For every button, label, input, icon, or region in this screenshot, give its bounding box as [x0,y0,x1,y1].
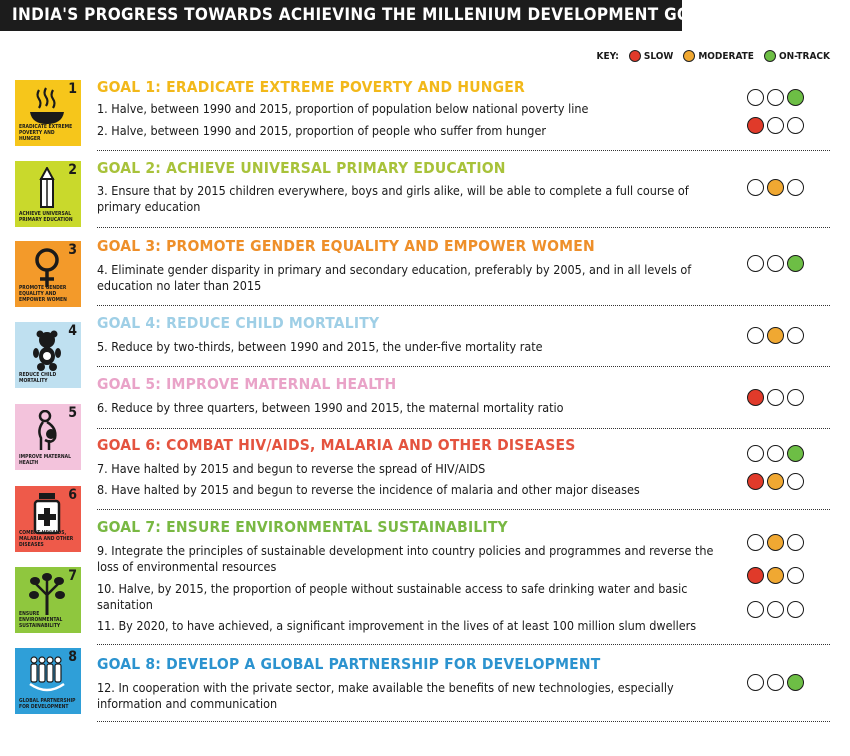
teddy-bear-icon [29,328,65,372]
status-circle [787,567,804,584]
divider [97,366,830,367]
goal-7-heading: GOAL 7: ENSURE ENVIRONMENTAL SUSTAINABILITY [97,518,508,536]
target-8-status [747,473,804,490]
status-circle [767,179,784,196]
status-circle [747,674,764,691]
target-3-status [747,179,804,196]
status-circle [747,534,764,551]
goal-6-number: 6 [68,487,77,503]
goal-7-tile [15,567,81,633]
target-11-status [747,601,804,618]
key-ontrack-label: ON-TRACK [778,50,830,62]
status-circle [747,601,764,618]
status-circle [747,327,764,344]
key-slow-label: SLOW [643,50,674,62]
target-5: 5. Reduce by two-thirds, between 1990 and 2015, the under-five mortality rate [97,339,543,354]
status-circle [747,473,764,490]
title-bar [0,0,724,31]
target-1: 1. Halve, between 1990 and 2015, proportion of population below national poverty line [97,101,589,116]
status-circle [747,255,764,272]
goal-5-heading: GOAL 5: IMPROVE MATERNAL HEALTH [97,375,397,393]
status-circle [787,674,804,691]
status-circle [767,601,784,618]
page-title: INDIA'S PROGRESS TOWARDS ACHIEVING THE MILLENIUM DEVELOPMENT GOALS [12,5,724,25]
goal-8-caption: GLOBAL PARTNERSHIP FOR DEVELOPMENT [19,698,76,710]
target-7-status [747,445,804,462]
target-6: 6. Reduce by three quarters, between 1990 and 2015, the maternal mortality ratio [97,400,564,415]
status-circle [747,117,764,134]
goal-3-number: 3 [68,242,77,258]
goal-8-number: 8 [68,649,77,665]
target-10: 10. Halve, by 2015, the proportion of people without sustainable access to safe drinking water and basic sanitation [97,581,688,612]
status-circle [787,179,804,196]
status-circle [767,674,784,691]
status-circle [787,89,804,106]
goal-8-heading: GOAL 8: DEVELOP A GLOBAL PARTNERSHIP FOR DEVELOPMENT [97,655,601,673]
target-5-status [747,327,804,344]
status-circle [767,389,784,406]
target-7: 7. Have halted by 2015 and begun to reverse the spread of HIV/AIDS [97,461,486,476]
target-1-status [747,89,804,106]
goal-7-caption: ENSURE ENVIRONMENTAL SUSTAINABILITY [19,611,63,629]
status-circle [767,534,784,551]
goal-4-number: 4 [68,323,77,339]
pencil-icon [29,167,65,211]
status-circle [767,567,784,584]
divider [97,227,830,228]
divider [97,150,830,151]
goal-4-heading: GOAL 4: REDUCE CHILD MORTALITY [97,314,380,332]
target-2-status [747,117,804,134]
goal-8-tile [15,648,81,714]
goal-2-number: 2 [68,162,77,178]
goal-3-heading: GOAL 3: PROMOTE GENDER EQUALITY AND EMPOWER WOMEN [97,237,595,255]
goal-6-caption: COMBAT HIV/AIDS, MALARIA AND OTHER DISEASES [19,530,74,548]
status-circle [767,255,784,272]
status-circle [787,117,804,134]
key-moderate-label: MODERATE [698,50,754,62]
goal-1-caption: ERADICATE EXTREME POVERTY AND HUNGER [19,124,73,142]
key-label: KEY: [596,50,619,62]
goal-1-heading: GOAL 1: ERADICATE EXTREME POVERTY AND HUNGER [97,78,525,96]
status-circle [747,179,764,196]
target-12-status [747,674,804,691]
status-circle [787,327,804,344]
target-8: 8. Have halted by 2015 and begun to reverse the incidence of malaria and other major diseases [97,482,640,497]
legend-key [597,50,830,62]
status-circle [747,445,764,462]
goal-1-number: 1 [68,81,77,97]
goal-1-tile [15,80,81,146]
divider [97,644,830,645]
moderate-dot-icon [683,50,695,62]
status-circle [767,445,784,462]
goal-4-tile [15,322,81,388]
goal-2-tile [15,161,81,227]
divider [97,428,830,429]
key-item-ontrack [764,50,830,62]
status-circle [787,534,804,551]
divider [97,305,830,306]
ontrack-dot-icon [764,50,776,62]
goal-6-tile [15,486,81,552]
status-circle [747,89,764,106]
target-12: 12. In cooperation with the private sector, make available the benefits of new technologies, especially information and communication [97,680,674,711]
people-group-icon [29,654,65,698]
goal-4-caption: REDUCE CHILD MORTALITY [19,372,57,384]
status-circle [767,117,784,134]
goal-5-caption: IMPROVE MATERNAL HEALTH [19,454,72,466]
goal-5-tile [15,404,81,470]
status-circle [787,473,804,490]
divider [97,721,830,722]
goal-7-number: 7 [68,568,77,584]
target-4: 4. Eliminate gender disparity in primary and secondary education, preferably by 2005, and in all levels of education no later than 2015 [97,262,692,293]
goal-6-heading: GOAL 6: COMBAT HIV/AIDS, MALARIA AND OTHER DISEASES [97,436,576,454]
target-10-status [747,567,804,584]
key-item-moderate [683,50,754,62]
goal-3-tile [15,241,81,307]
goal-2-heading: GOAL 2: ACHIEVE UNIVERSAL PRIMARY EDUCATION [97,159,506,177]
goal-5-number: 5 [68,405,77,421]
target-4-status [747,255,804,272]
status-circle [787,445,804,462]
key-item-slow [629,50,673,62]
target-3: 3. Ensure that by 2015 children everywhere, boys and girls alike, will be able to complete a full course of primary education [97,183,689,214]
target-6-status [747,389,804,406]
goal-3-caption: PROMOTE GENDER EQUALITY AND EMPOWER WOMEN [19,285,67,303]
status-circle [747,389,764,406]
status-circle [787,389,804,406]
status-circle [767,327,784,344]
goal-2-caption: ACHIEVE UNIVERSAL PRIMARY EDUCATION [19,211,73,223]
divider [97,509,830,510]
target-9: 9. Integrate the principles of sustainable development into country policies and programmes and reverse the loss of environmental resources [97,543,714,574]
slow-dot-icon [629,50,641,62]
target-9-status [747,534,804,551]
status-circle [767,473,784,490]
pregnant-woman-icon [29,410,65,454]
status-circle [767,89,784,106]
status-circle [787,601,804,618]
status-circle [787,255,804,272]
target-2: 2. Halve, between 1990 and 2015, proportion of people who suffer from hunger [97,123,546,138]
status-circle [747,567,764,584]
target-11: 11. By 2020, to have achieved, a significant improvement in the lives of at least 100 million slum dwellers [97,618,697,633]
